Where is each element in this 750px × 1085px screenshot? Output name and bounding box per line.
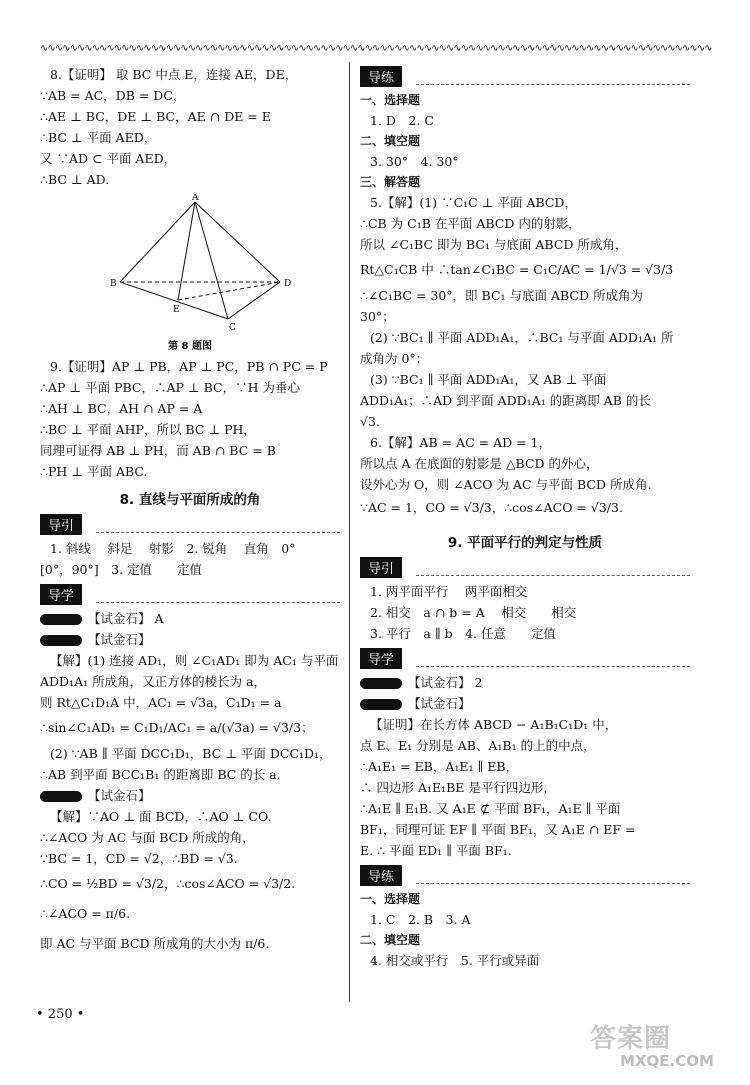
subheading: 一、选择题 bbox=[360, 93, 421, 107]
try-line: 【试金石】 bbox=[88, 632, 151, 647]
try-line: 【试金石】 2 bbox=[408, 675, 483, 690]
answer-line: 1. D 2. C bbox=[370, 113, 434, 128]
figure-8 bbox=[40, 194, 340, 352]
p9-line: ∴AH ⊥ BC，AH ∩ AP = A bbox=[40, 401, 203, 416]
p9-line: ∴BC ⊥ 平面 AHP，所以 BC ⊥ PH， bbox=[40, 422, 256, 437]
daolian-label: 导练 bbox=[360, 66, 402, 87]
p8-line: ∴AE ⊥ BC，DE ⊥ BC，AE ∩ DE = E bbox=[40, 109, 271, 124]
p8-line: ∵AB = AC，DB = DC， bbox=[40, 88, 186, 103]
solution-line: 30°； bbox=[360, 309, 395, 324]
solution-line: ∴∠C₁BC = 30°，即 BC₁ 与底面 ABCD 所成角为 bbox=[360, 288, 643, 303]
proof-line: ∴ 四边形 A₁E₁BE 是平行四边形， bbox=[360, 780, 556, 795]
daoxue-label: 导学 bbox=[360, 648, 402, 669]
daoyin-label: 导引 bbox=[40, 514, 82, 535]
label-D: D bbox=[284, 279, 292, 289]
daoyin-label: 导引 bbox=[360, 557, 402, 578]
left-column bbox=[40, 64, 340, 959]
subheading: 一、选择题 bbox=[360, 892, 421, 906]
daoyin-header-2 bbox=[360, 557, 690, 581]
bullet-pill-icon bbox=[360, 699, 402, 710]
proof-line: ∴A₁E₁ = EB，A₁E₁ ∥ EB， bbox=[360, 759, 519, 774]
bullet-pill-icon bbox=[40, 614, 82, 625]
solution-line: √3. bbox=[360, 414, 380, 429]
solution-line: ∴CO = ½BD = √3/2，∴cos∠ACO = √3/2. bbox=[40, 876, 296, 891]
label-E: E bbox=[173, 305, 180, 315]
daoyin-line: 2. 相交 a ∩ b = A 相交 相交 bbox=[370, 605, 577, 620]
label-B: B bbox=[110, 279, 117, 289]
proof-line: ∴A₁E ∥ E₁B. 又 A₁E ⊄ 平面 BF₁，A₁E ∥ 平面 bbox=[360, 801, 621, 816]
solution-line: ∵BC = 1，CD = √2，∴BD = √3. bbox=[40, 851, 238, 866]
bullet-pill-icon bbox=[40, 635, 82, 646]
label-C: C bbox=[229, 323, 236, 333]
proof-line: 点 E、E₁ 分别是 AB、A₁B₁ 的上的中点， bbox=[360, 738, 596, 753]
answer-line: 1. C 2. B 3. A bbox=[370, 912, 471, 927]
solution-line: ∴CB 为 C₁B 在平面 ABCD 内的射影， bbox=[360, 216, 581, 231]
solution-line: 所以 ∠C₁BC 即为 BC₁ 与底面 ABCD 所成角， bbox=[360, 237, 628, 252]
proof-line: 【证明】在长方体 ABCD − A₁B₁C₁D₁ 中， bbox=[370, 717, 618, 732]
solution-line: ∵AC = 1，CO = √3/3，∴cos∠ACO = √3/3. bbox=[360, 500, 623, 515]
solution-line: 【解】(1) 连接 AD₁，则 ∠C₁AD₁ 即为 AC₁ 与平面 bbox=[50, 653, 339, 668]
watermark-logo: 答案圈 bbox=[590, 1024, 672, 1054]
solution-line: 则 Rt△C₁D₁A 中，AC₁ = √3a，C₁D₁ = a bbox=[40, 695, 282, 710]
problem-8-proof bbox=[40, 64, 340, 190]
daolian-header bbox=[360, 66, 690, 90]
daoyin-line: 1. 斜线 斜足 射影 2. 锐角 直角 0° bbox=[50, 541, 296, 556]
top-decorative-border: ∿∿∿∿∿∿∿∿∿∿∿∿∿∿∿∿∿∿∿∿∿∿∿∿∿∿∿∿∿∿∿∿∿∿∿∿∿∿∿∿∿∿∿∿∿∿∿∿∿∿∿∿∿∿∿∿∿∿∿∿∿∿∿∿∿∿∿∿∿∿∿∿∿∿∿∿∿∿∿∿∿∿∿∿∿∿∿∿∿∿∿ bbox=[40, 44, 712, 54]
bullet-pill-icon bbox=[40, 791, 82, 802]
solution-line: 成角为 0°； bbox=[360, 351, 429, 366]
proof-line: E. ∴ 平面 ED₁ ∥ 平面 BF₁. bbox=[360, 843, 512, 858]
p9-line: 9.【证明】AP ⊥ PB，AP ⊥ PC，PB ∩ PC = P bbox=[50, 359, 328, 374]
solution-line: ∴∠ACO = π/6. bbox=[40, 906, 131, 921]
solution-line: (3) ∵BC₁ ∥ 平面 ADD₁A₁，又 AB ⊥ 平面 bbox=[370, 372, 607, 387]
right-column bbox=[360, 66, 690, 971]
p9-line: ∴AP ⊥ 平面 PBC，∴AP ⊥ BC，∵H 为垂心 bbox=[40, 380, 300, 395]
daoxue-header bbox=[40, 584, 340, 608]
p8-line: 又 ∵AD ⊂ 平面 AED， bbox=[40, 151, 177, 166]
solution-line: ∴AB 到平面 BCC₁B₁ 的距离即 BC 的长 a. bbox=[40, 767, 281, 782]
solution-line: (2) ∵BC₁ ∥ 平面 ADD₁A₁，∴BC₁ 与平面 ADD₁A₁ 所 bbox=[370, 330, 674, 345]
answer-line: 3. 30° 4. 30° bbox=[370, 154, 459, 169]
daolian-label: 导练 bbox=[360, 865, 402, 886]
solution-line: ADD₁A₁；∴AD 到平面 ADD₁A₁ 的距离即 AB 的长 bbox=[360, 393, 651, 408]
try-line: 【试金石】 bbox=[88, 788, 151, 803]
solution-line: ∴sin∠C₁AD₁ = C₁D₁/AC₁ = a/(√3a) = √3/3； bbox=[40, 720, 314, 735]
solution-line: 6.【解】AB = AC = AD = 1， bbox=[370, 435, 551, 450]
solution-line: Rt△C₁CB 中 ∴tan∠C₁BC = C₁C/AC = 1/√3 = √3/3 bbox=[360, 262, 674, 277]
daoyin-line: [0°，90°] 3. 定值 定值 bbox=[40, 562, 203, 577]
section-9-title: 9. 平面平行的判定与性质 bbox=[447, 535, 603, 551]
section-8-title: 8. 直线与平面所成的角 bbox=[119, 492, 261, 508]
try-line: 【试金石】 A bbox=[88, 611, 164, 626]
solution-line: 设外心为 O，则 ∠ACO 为 AC 与平面 BCD 所成角. bbox=[360, 477, 652, 492]
daoyin-line: 3. 平行 a ∥ b 4. 任意 定值 bbox=[370, 626, 556, 641]
watermark-url: MXQE.COM bbox=[620, 1052, 714, 1070]
solution-line: 即 AC 与平面 BCD 所成角的大小为 π/6. bbox=[40, 936, 270, 951]
subheading: 三、解答题 bbox=[360, 175, 421, 189]
subheading: 二、填空题 bbox=[360, 933, 421, 947]
solution-line: (2) ∵AB ∥ 平面 DCC₁D₁，BC ⊥ 平面 DCC₁D₁， bbox=[50, 746, 332, 761]
label-A: A bbox=[192, 194, 199, 203]
solution-line: 【解】∵AO ⊥ 面 BCD，∴AO ⊥ CO. bbox=[50, 809, 272, 824]
daolian-header-2 bbox=[360, 865, 690, 889]
answer-line: 4. 相交或平行 5. 平行或异面 bbox=[370, 953, 540, 968]
page-number: • 250 • bbox=[36, 1007, 85, 1022]
daoxue-header-2 bbox=[360, 648, 690, 672]
p8-line: ∴BC ⊥ 平面 AED， bbox=[40, 130, 157, 145]
daoyin-line: 1. 两平面平行 两平面相交 bbox=[370, 584, 528, 599]
subheading: 二、填空题 bbox=[360, 134, 421, 148]
daoyin-header bbox=[40, 514, 340, 538]
column-divider bbox=[349, 62, 350, 1002]
p9-line: ∴PH ⊥ 平面 ABC. bbox=[40, 464, 148, 479]
figure-caption: 第 8 题图 bbox=[168, 341, 212, 352]
problem-9-proof bbox=[40, 356, 340, 482]
p9-line: 同理可证得 AB ⊥ PH，而 AB ∩ BC = B bbox=[40, 443, 276, 458]
try-line: 【试金石】 bbox=[408, 696, 471, 711]
proof-line: BF₁，同理可证 EF ∥ 平面 BF₁，又 A₁E ∩ EF = bbox=[360, 822, 636, 837]
tetrahedron-diagram bbox=[40, 194, 340, 334]
bullet-pill-icon bbox=[360, 678, 402, 689]
solution-line: 所以点 A 在底面的射影是 △BCD 的外心， bbox=[360, 456, 599, 471]
solution-line: ∴∠ACO 为 AC 与面 BCD 所成的角， bbox=[40, 830, 255, 845]
p8-line: ∴BC ⊥ AD. bbox=[40, 172, 110, 187]
daoxue-label: 导学 bbox=[40, 584, 82, 605]
solution-line: ADD₁A₁ 所成角，又正方体的棱长为 a， bbox=[40, 674, 267, 689]
p8-line: 8.【证明】 取 BC 中点 E，连接 AE，DE， bbox=[50, 67, 298, 82]
solution-line: 5.【解】(1) ∵C₁C ⊥ 平面 ABCD， bbox=[370, 195, 577, 210]
